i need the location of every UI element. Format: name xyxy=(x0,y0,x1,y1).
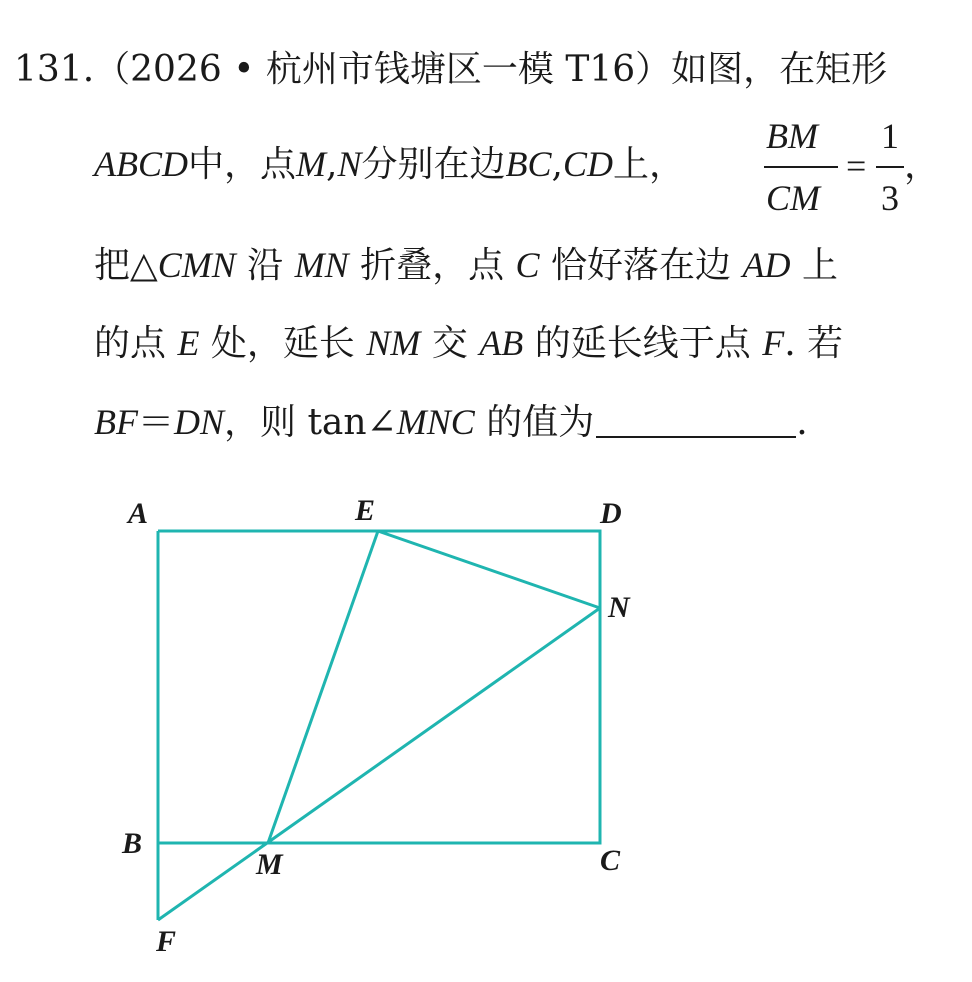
geometry-figure xyxy=(100,490,660,960)
segment-bf-ref: BF xyxy=(94,402,138,442)
label-m: M xyxy=(256,848,283,881)
text-segment: 中，点 xyxy=(188,144,297,185)
segment-en xyxy=(378,531,600,608)
text-segment: 沿 xyxy=(247,245,284,286)
text-segment: 上， xyxy=(612,144,685,185)
rect-abcd: ABCD xyxy=(94,144,188,184)
rectangle-abcd xyxy=(158,531,600,843)
text-segment: 折叠，点 xyxy=(360,245,505,286)
point-c-ref: C xyxy=(515,245,540,285)
text-segment: ，则 tan∠ xyxy=(224,402,397,443)
figure-lines xyxy=(158,531,600,920)
segment-dn-ref: DN xyxy=(174,402,225,442)
label-n: N xyxy=(608,591,630,624)
text-segment: 的值为 xyxy=(486,402,595,443)
segment-ab-ref: AB xyxy=(479,323,524,363)
ratio-fraction xyxy=(764,112,939,222)
comma: ， xyxy=(904,145,941,186)
angle-mnc-ref: MNC xyxy=(396,402,475,442)
label-a: A xyxy=(128,497,149,530)
text-segment: 分别在边 xyxy=(361,144,506,185)
fraction-denominator: CM xyxy=(766,178,820,218)
text-segment: 交 xyxy=(431,323,468,364)
comma: , xyxy=(551,144,563,185)
segment-me xyxy=(268,531,378,843)
text-segment: 上 xyxy=(801,245,838,286)
problem-line-4 xyxy=(94,325,843,362)
side-cd-ref: CD xyxy=(562,144,613,184)
point-n-ref: N xyxy=(337,144,362,184)
text-segment: 的点 xyxy=(94,323,167,364)
problem-line-3 xyxy=(94,247,838,284)
period: . xyxy=(796,402,808,443)
fraction-right-denominator: 3 xyxy=(881,178,899,218)
text-segment: 处，延长 xyxy=(210,323,355,364)
triangle-cmn-ref: CMN xyxy=(157,245,236,285)
point-e-ref: E xyxy=(177,323,200,363)
problem-line-1 xyxy=(14,49,888,90)
point-m-ref: M xyxy=(296,144,327,184)
label-e: E xyxy=(355,494,376,527)
fraction-numerator: BM xyxy=(766,116,818,156)
problem-header: 131.（2026 • 杭州市钱塘区一模 T16）如图，在矩形 xyxy=(14,49,888,90)
text-segment: . 若 xyxy=(784,323,844,364)
segment-nm-ref: NM xyxy=(366,323,421,363)
label-f: F xyxy=(156,925,177,958)
text-segment: 恰好落在边 xyxy=(551,245,732,286)
problem-line-5 xyxy=(94,404,808,441)
point-f-ref: F xyxy=(762,323,785,363)
fraction-right-bar xyxy=(876,166,904,168)
equals-sign: ＝ xyxy=(137,402,174,443)
side-ad-ref: AD xyxy=(742,245,791,285)
answer-blank[interactable] xyxy=(596,406,796,438)
text-segment: 把△ xyxy=(94,245,158,286)
fraction-right-numerator: 1 xyxy=(881,116,899,156)
fraction-bar xyxy=(764,166,838,168)
label-d: D xyxy=(600,497,622,530)
segment-nf xyxy=(158,608,600,920)
text-segment: 的延长线于点 xyxy=(534,323,751,364)
comma: , xyxy=(326,144,338,185)
label-b: B xyxy=(122,827,143,860)
problem-line-2 xyxy=(94,146,685,183)
equals-sign: = xyxy=(846,146,867,186)
segment-mn-ref: MN xyxy=(294,245,349,285)
label-c: C xyxy=(600,844,621,877)
side-bc-ref: BC xyxy=(505,144,552,184)
